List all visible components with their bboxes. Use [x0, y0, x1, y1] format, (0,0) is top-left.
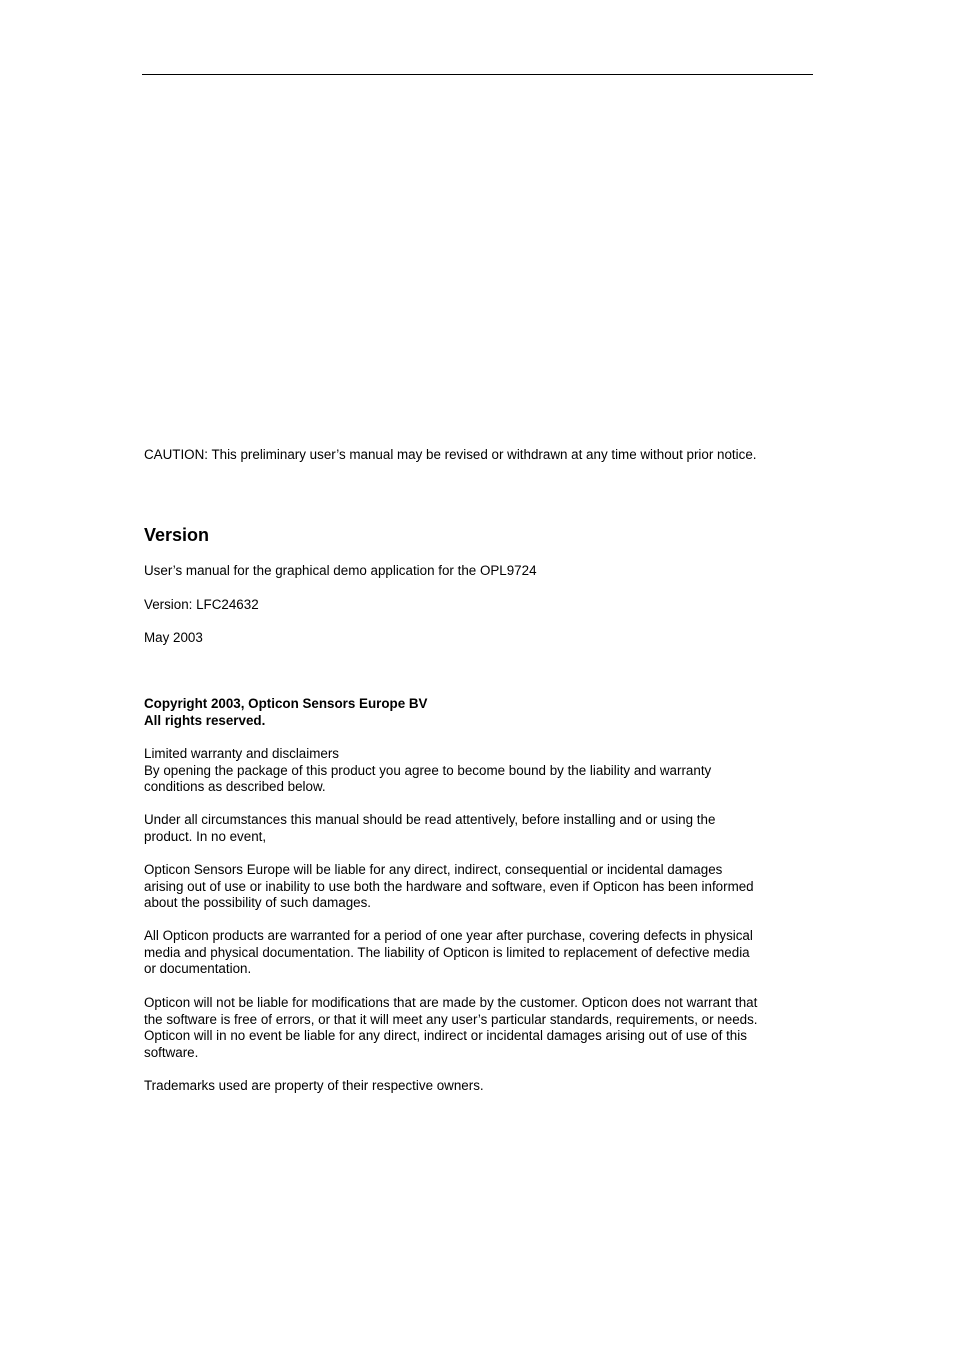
- warranty-p5-line: Opticon will in no event be liable for any direct, indirect or incidental damages arising out of use of this: [144, 1028, 747, 1044]
- version-date: May 2003: [144, 630, 203, 645]
- warranty-p5-line: Opticon will not be liable for modifications that are made by the customer. Opticon does not warrant that: [144, 995, 758, 1010]
- warranty-p1-line: conditions as described below.: [144, 779, 326, 795]
- version-description: User’s manual for the graphical demo application for the OPL9724: [144, 563, 537, 578]
- version-number: Version: LFC24632: [144, 597, 259, 612]
- warranty-paragraph-2: [144, 812, 814, 845]
- warranty-paragraph-5: [144, 995, 814, 1062]
- warranty-paragraph-4: [144, 928, 814, 978]
- warranty-paragraph-3: [144, 862, 814, 912]
- warranty-title: Limited warranty and disclaimers: [144, 746, 339, 761]
- trademarks-notice: Trademarks used are property of their respective owners.: [144, 1078, 484, 1093]
- rights-reserved-line: All rights reserved.: [144, 712, 266, 728]
- header-rule: [142, 74, 813, 75]
- warranty-p2-line: Under all circumstances this manual should be read attentively, before installing and or using the: [144, 812, 716, 827]
- warranty-p3-line: arising out of use or inability to use both the hardware and software, even if Opticon has been informed: [144, 878, 754, 894]
- warranty-p3-line: about the possibility of such damages.: [144, 895, 372, 911]
- version-heading: Version: [144, 525, 210, 545]
- copyright-block: [144, 696, 814, 729]
- warranty-p1-line: By opening the package of this product you agree to become bound by the liability and warranty: [144, 762, 712, 778]
- warranty-p4-line: media and physical documentation. The liability of Opticon is limited to replacement of defective media: [144, 944, 750, 960]
- warranty-p5-line: software.: [144, 1045, 199, 1061]
- caution-notice: CAUTION: This preliminary user’s manual may be revised or withdrawn at any time without prior notice.: [144, 447, 757, 462]
- warranty-p2-line: product. In no event,: [144, 828, 267, 844]
- warranty-p3-line: Opticon Sensors Europe will be liable for any direct, indirect, consequential or incidental damages: [144, 862, 723, 877]
- warranty-p4-line: or documentation.: [144, 961, 252, 977]
- copyright-line: Copyright 2003, Opticon Sensors Europe BV: [144, 696, 428, 711]
- warranty-p4-line: All Opticon products are warranted for a period of one year after purchase, covering defects in physical: [144, 928, 753, 943]
- warranty-intro: [144, 746, 814, 796]
- warranty-p5-line: the software is free of errors, or that it will meet any user’s particular standards, requirements, or needs.: [144, 1011, 758, 1027]
